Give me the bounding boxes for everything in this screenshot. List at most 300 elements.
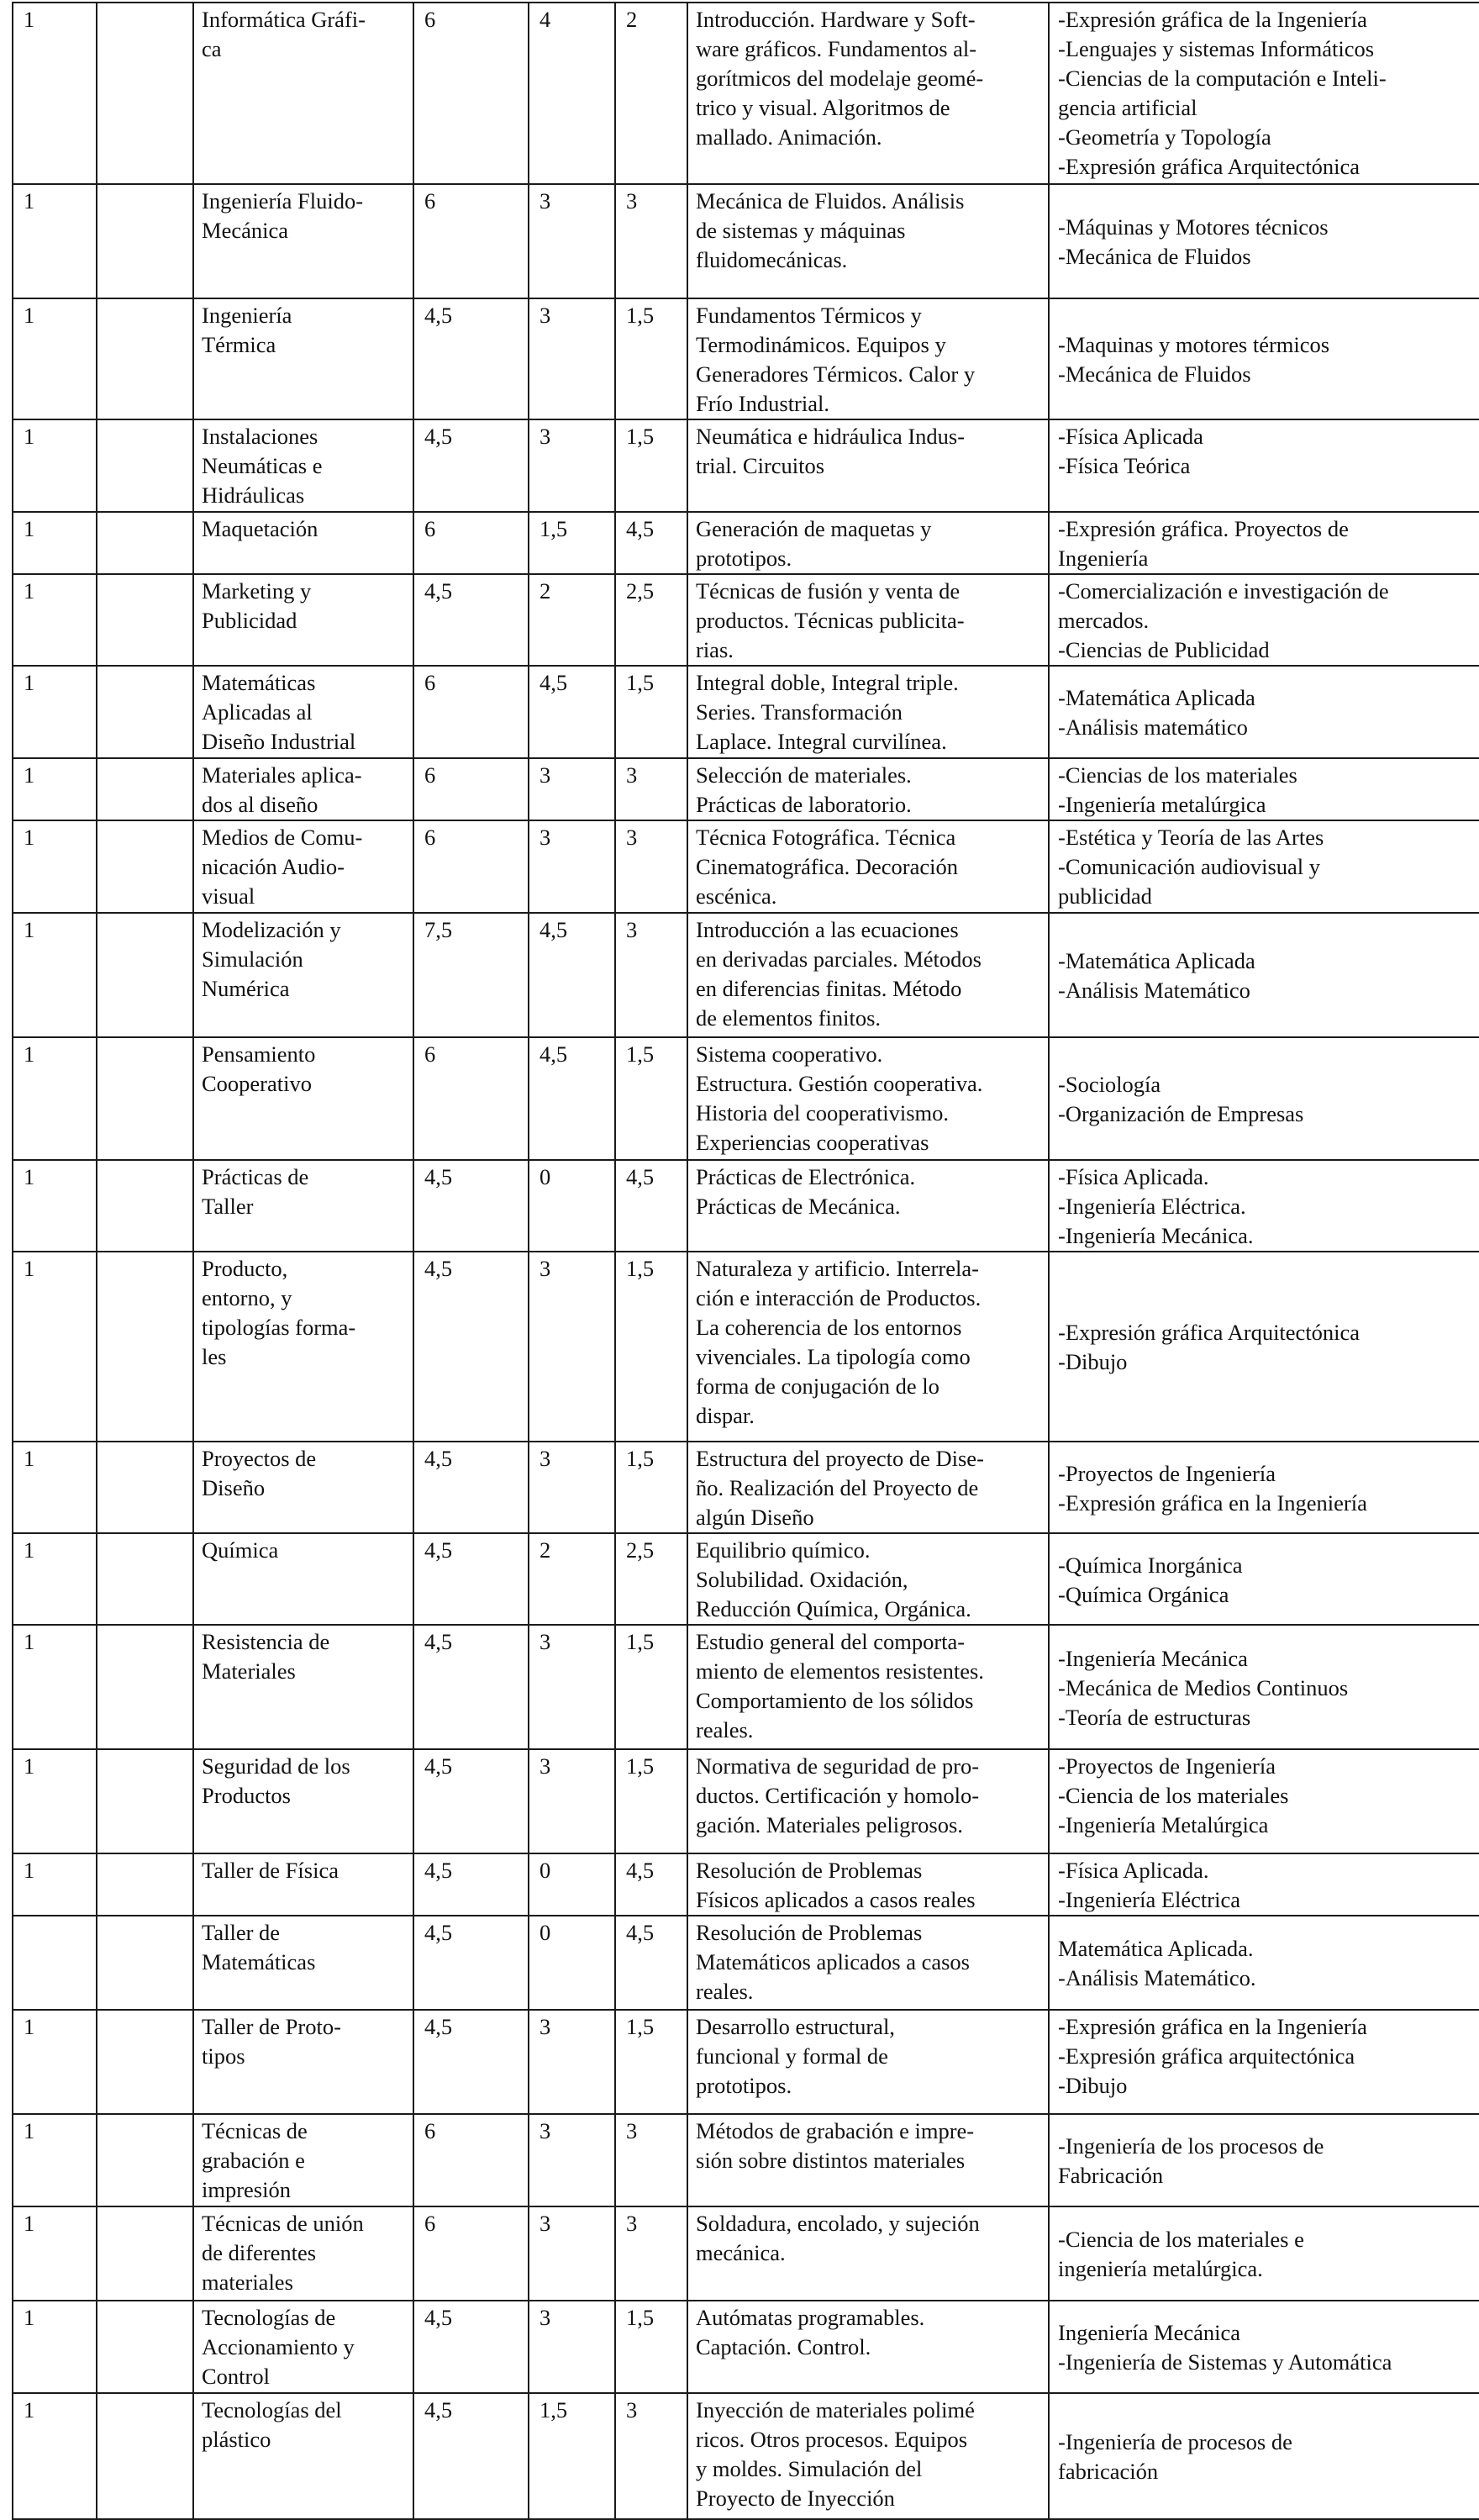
subject-description-line: Naturaleza y artificio. Interrela-: [696, 1256, 979, 1281]
subject-description-line: algún Diseño: [696, 1505, 814, 1530]
code-cell: [97, 2114, 193, 2206]
credits-theory: 4,5: [529, 1037, 615, 1160]
subject-description: [687, 3, 1049, 184]
knowledge-areas-line: -Ciencias de la computación e Inteli-: [1058, 66, 1387, 91]
subject-description: [687, 184, 1049, 298]
subject-description-line: Selección de materiales.: [696, 762, 912, 788]
course-cell: 1: [13, 1625, 97, 1749]
subject-name: [193, 184, 413, 298]
code-cell: [97, 758, 193, 820]
credits-practice: 3: [615, 758, 687, 820]
subject-description: [687, 1442, 1049, 1533]
subject-description: [687, 1916, 1049, 2010]
knowledge-areas-line: -Química Inorgánica: [1058, 1552, 1243, 1578]
knowledge-areas-line: -Ciencias de Publicidad: [1058, 637, 1270, 662]
credits-practice: 3: [615, 913, 687, 1037]
subject-name-line: Diseño: [202, 1475, 266, 1500]
credits-practice: 4,5: [615, 1916, 687, 2010]
subject-name-line: Modelización y: [202, 917, 341, 942]
credits-theory: 3: [529, 1625, 615, 1749]
credits-practice: 3: [615, 2114, 687, 2206]
subject-description: [687, 2393, 1049, 2519]
subject-name: [193, 3, 413, 184]
credits-practice: 3: [615, 184, 687, 298]
subject-description-line: forma de conjugación de lo: [696, 1373, 940, 1399]
course-cell: 1: [13, 2393, 97, 2519]
credits-theory: 3: [529, 2206, 615, 2301]
subject-name-line: dos al diseño: [202, 792, 318, 817]
knowledge-areas: [1049, 184, 1479, 298]
knowledge-areas-line: -Máquinas y Motores técnicos: [1058, 214, 1329, 240]
subject-name-line: Taller: [202, 1194, 254, 1219]
credits-theory: 3: [529, 1442, 615, 1533]
course-cell: 1: [13, 666, 97, 758]
subject-name-line: materiales: [202, 2270, 293, 2295]
knowledge-areas: [1049, 2010, 1479, 2114]
course-cell: 1: [13, 1252, 97, 1442]
knowledge-areas-line: -Comercialización e investigación de: [1058, 578, 1389, 604]
code-cell: [97, 1749, 193, 1853]
subject-name-line: Técnicas de unión: [202, 2211, 364, 2236]
subject-description: [687, 1625, 1049, 1749]
credits-theory: 3: [529, 2010, 615, 2114]
course-cell: 1: [13, 1037, 97, 1160]
knowledge-areas-line: -Sociología: [1058, 1072, 1161, 1097]
knowledge-areas: [1049, 1442, 1479, 1533]
knowledge-areas-line: -Mecánica de Fluidos: [1058, 244, 1251, 269]
course-cell: 1: [13, 2301, 97, 2393]
subject-name: [193, 1160, 413, 1252]
code-cell: [97, 1625, 193, 1749]
subject-description: [687, 666, 1049, 758]
knowledge-areas-line: -Matemática Aplicada: [1058, 948, 1255, 973]
credits-theory: 3: [529, 184, 615, 298]
subject-name-line: Producto,: [202, 1256, 288, 1281]
knowledge-areas-line: -Dibujo: [1058, 2073, 1128, 2098]
knowledge-areas: [1049, 1533, 1479, 1625]
table-row: [13, 1916, 1479, 2010]
subject-description-line: Inyección de materiales polimé: [696, 2397, 975, 2422]
credits-theory: 2: [529, 574, 615, 666]
code-cell: [97, 1252, 193, 1442]
credits-theory: 4: [529, 3, 615, 184]
knowledge-areas-line: -Expresión gráfica Arquitectónica: [1058, 154, 1361, 179]
subject-description: [687, 1252, 1049, 1442]
subject-description-line: Prácticas de Mecánica.: [696, 1194, 901, 1219]
course-cell: 1: [13, 512, 97, 574]
subject-name: [193, 2114, 413, 2206]
subject-description-line: Comportamiento de los sólidos: [696, 1688, 974, 1713]
course-cell: 1: [13, 2114, 97, 2206]
credits-total: 4,5: [413, 574, 529, 666]
credits-practice: 3: [615, 2393, 687, 2519]
credits-practice: 1,5: [615, 1625, 687, 1749]
credits-practice: 1,5: [615, 1442, 687, 1533]
subject-description-line: Estructura. Gestión cooperativa.: [696, 1071, 983, 1096]
subject-name-line: Técnicas de: [202, 2118, 308, 2143]
subject-description-line: Reducción Química, Orgánica.: [696, 1596, 971, 1621]
code-cell: [97, 1442, 193, 1533]
course-cell: 1: [13, 2010, 97, 2114]
credits-practice: 2,5: [615, 574, 687, 666]
subject-name-line: Prácticas de: [202, 1164, 309, 1189]
credits-theory: 4,5: [529, 666, 615, 758]
credits-practice: 1,5: [615, 419, 687, 512]
code-cell: [97, 913, 193, 1037]
table-row: [13, 1442, 1479, 1533]
subject-description-line: y moldes. Simulación del: [696, 2456, 923, 2481]
subject-description-line: Matemáticos aplicados a casos: [696, 1949, 970, 1974]
code-cell: [97, 1853, 193, 1916]
course-cell: [13, 1916, 97, 2010]
subject-description-line: Historia del cooperativismo.: [696, 1100, 949, 1126]
code-cell: [97, 298, 193, 419]
knowledge-areas: [1049, 419, 1479, 512]
subject-name-line: ca: [202, 36, 222, 61]
credits-practice: 3: [615, 2206, 687, 2301]
code-cell: [97, 666, 193, 758]
knowledge-areas: [1049, 1853, 1479, 1916]
subject-name: [193, 1625, 413, 1749]
subject-description-line: fluidomecánicas.: [696, 247, 848, 272]
code-cell: [97, 1037, 193, 1160]
credits-total: 4,5: [413, 2010, 529, 2114]
credits-total: 6: [413, 666, 529, 758]
subject-name: [193, 758, 413, 820]
knowledge-areas-line: -Física Aplicada: [1058, 424, 1203, 449]
knowledge-areas-line: -Ingeniería de los procesos de: [1058, 2133, 1324, 2159]
table-row: [13, 184, 1479, 298]
knowledge-areas-line: -Ingeniería Eléctrica.: [1058, 1194, 1246, 1219]
subject-name: [193, 1252, 413, 1442]
credits-theory: 3: [529, 1252, 615, 1442]
subject-description-line: Estudio general del comporta-: [696, 1629, 966, 1654]
knowledge-areas-line: publicidad: [1058, 883, 1152, 909]
subject-description-line: Equilibrio químico.: [696, 1537, 871, 1563]
course-cell: 1: [13, 820, 97, 913]
subject-description-line: Cinematográfica. Decoración: [696, 854, 958, 879]
knowledge-areas-line: -Mecánica de Medios Continuos: [1058, 1674, 1349, 1700]
subject-name-line: Taller de Física: [202, 1858, 339, 1883]
subject-name-line: Marketing y: [202, 578, 312, 604]
subject-name: [193, 1442, 413, 1533]
subject-name-line: Tecnologías del: [202, 2397, 342, 2422]
knowledge-areas: [1049, 2114, 1479, 2206]
credits-practice: 4,5: [615, 512, 687, 574]
credits-total: 4,5: [413, 2393, 529, 2519]
subject-description-line: gación. Materiales peligrosos.: [696, 1812, 963, 1837]
table-row: [13, 3, 1479, 184]
table-row: [13, 2393, 1479, 2519]
subject-name-line: Matemáticas: [202, 670, 316, 695]
subject-description-line: prototipos.: [696, 2073, 792, 2098]
subject-description-line: Técnicas de fusión y venta de: [696, 578, 961, 604]
knowledge-areas-line: -Ingeniería de procesos de: [1058, 2429, 1292, 2454]
code-cell: [97, 2301, 193, 2393]
subject-description-line: Normativa de seguridad de pro-: [696, 1753, 980, 1779]
knowledge-areas-line: -Ciencia de los materiales e: [1058, 2227, 1304, 2252]
knowledge-areas-line: -Análisis Matemático: [1058, 978, 1250, 1003]
subject-description-line: Captación. Control.: [696, 2334, 871, 2359]
code-cell: [97, 2393, 193, 2519]
subject-name-line: Resistencia de: [202, 1629, 330, 1654]
subject-name-line: Simulación: [202, 946, 303, 972]
subject-description: [687, 758, 1049, 820]
subject-description-line: mecánica.: [696, 2240, 786, 2265]
subject-description-line: funcional y formal de: [696, 2043, 888, 2069]
credits-theory: 0: [529, 1160, 615, 1252]
subject-name-line: Taller de Proto-: [202, 2014, 341, 2039]
knowledge-areas-line: -Expresión gráfica. Proyectos de: [1058, 516, 1349, 541]
knowledge-areas-line: -Lenguajes y sistemas Informáticos: [1058, 36, 1375, 61]
subject-name: [193, 574, 413, 666]
subject-description-line: ductos. Certificación y homolo-: [696, 1783, 980, 1808]
credits-total: 4,5: [413, 298, 529, 419]
subject-name-line: Diseño Industrial: [202, 729, 356, 754]
subject-description-line: Resolución de Problemas: [696, 1858, 923, 1883]
course-cell: 1: [13, 298, 97, 419]
credits-theory: 3: [529, 298, 615, 419]
credits-practice: 3: [615, 820, 687, 913]
subject-description: [687, 2010, 1049, 2114]
subject-description-line: Frío Industrial.: [696, 391, 829, 416]
course-cell: 1: [13, 913, 97, 1037]
credits-theory: 2: [529, 1533, 615, 1625]
credits-practice: 1,5: [615, 666, 687, 758]
course-cell: 1: [13, 1853, 97, 1916]
subject-name-line: Aplicadas al: [202, 699, 313, 725]
subject-name-line: les: [202, 1344, 227, 1369]
knowledge-areas-line: -Física Teórica: [1058, 453, 1191, 478]
code-cell: [97, 820, 193, 913]
knowledge-areas: [1049, 1160, 1479, 1252]
subject-description-line: Solubilidad. Oxidación,: [696, 1567, 908, 1592]
credits-theory: 3: [529, 2301, 615, 2393]
credits-practice: 2: [615, 3, 687, 184]
table-row: [13, 820, 1479, 913]
subject-name-line: Accionamiento y: [202, 2334, 355, 2359]
subject-description-line: mallado. Animación.: [696, 124, 882, 150]
course-cell: 1: [13, 3, 97, 184]
course-cell: 1: [13, 758, 97, 820]
subject-name: [193, 298, 413, 419]
subject-description-line: en derivadas parciales. Métodos: [696, 946, 982, 972]
subject-name: [193, 666, 413, 758]
table-row: [13, 574, 1479, 666]
table-row: [13, 1037, 1479, 1160]
subject-name-line: nicación Audio-: [202, 854, 345, 879]
subject-description-line: ción e interacción de Productos.: [696, 1285, 982, 1310]
credits-total: 6: [413, 1037, 529, 1160]
subject-name-line: Neumáticas e: [202, 453, 323, 478]
subject-name: [193, 419, 413, 512]
subject-description: [687, 1160, 1049, 1252]
subject-description-line: prototipos.: [696, 546, 792, 571]
subject-description-line: dispar.: [696, 1403, 755, 1428]
table-row: [13, 1853, 1479, 1916]
table-row: [13, 419, 1479, 512]
code-cell: [97, 184, 193, 298]
subject-description-line: Sistema cooperativo.: [696, 1041, 883, 1067]
knowledge-areas: [1049, 2301, 1479, 2393]
knowledge-areas-line: -Ciencia de los materiales: [1058, 1783, 1289, 1808]
credits-practice: 1,5: [615, 1037, 687, 1160]
credits-total: 6: [413, 184, 529, 298]
knowledge-areas-line: -Dibujo: [1058, 1349, 1128, 1374]
credits-theory: 3: [529, 2114, 615, 2206]
subject-name-line: Ingeniería Fluido-: [202, 188, 364, 214]
subject-name: [193, 1749, 413, 1853]
knowledge-areas: [1049, 666, 1479, 758]
subject-description-line: Desarrollo estructural,: [696, 2014, 895, 2039]
knowledge-areas-line: -Maquinas y motores térmicos: [1058, 332, 1330, 357]
subject-description-line: ño. Realización del Proyecto de: [696, 1475, 979, 1500]
credits-total: 6: [413, 512, 529, 574]
subject-description-line: Técnica Fotográfica. Técnica: [696, 825, 956, 850]
subject-description-line: ware gráficos. Fundamentos al-: [696, 36, 977, 61]
credits-practice: 1,5: [615, 1749, 687, 1853]
subject-name-line: Proyectos de: [202, 1446, 317, 1471]
credits-total: 4,5: [413, 1442, 529, 1533]
subject-name-line: Materiales aplica-: [202, 762, 362, 788]
table-row: [13, 913, 1479, 1037]
subject-description-line: Proyecto de Inyección: [696, 2486, 895, 2511]
knowledge-areas-line: -Ingeniería Mecánica.: [1058, 1223, 1254, 1248]
credits-total: 4,5: [413, 1853, 529, 1916]
knowledge-areas-line: ingeniería metalúrgica.: [1058, 2256, 1263, 2281]
course-cell: 1: [13, 574, 97, 666]
subject-name-line: Mecánica: [202, 218, 288, 243]
course-cell: 1: [13, 419, 97, 512]
table-row: [13, 2010, 1479, 2114]
subject-description-line: trial. Circuitos: [696, 453, 825, 478]
knowledge-areas-line: -Ingeniería Eléctrica: [1058, 1887, 1241, 1912]
subject-name-line: tipos: [202, 2043, 245, 2069]
course-cell: 1: [13, 1442, 97, 1533]
subject-name: [193, 1037, 413, 1160]
knowledge-areas-line: -Ciencias de los materiales: [1058, 762, 1297, 788]
credits-theory: 0: [529, 1916, 615, 2010]
subject-name: [193, 1533, 413, 1625]
subject-description: [687, 419, 1049, 512]
subject-description-line: Métodos de grabación e impre-: [696, 2118, 975, 2143]
credits-theory: 3: [529, 1749, 615, 1853]
subject-description: [687, 2114, 1049, 2206]
subject-description-line: escénica.: [696, 883, 777, 909]
subject-name-line: grabación e: [202, 2148, 305, 2173]
subject-description-line: rias.: [696, 637, 734, 662]
subject-description-line: Físicos aplicados a casos reales: [696, 1887, 976, 1912]
knowledge-areas: [1049, 1625, 1479, 1749]
table-body: [13, 3, 1479, 2519]
subject-name-line: tipologías forma-: [202, 1315, 356, 1340]
knowledge-areas-line: -Teoría de estructuras: [1058, 1704, 1251, 1730]
subject-description-line: vivenciales. La tipología como: [696, 1344, 971, 1369]
subject-description: [687, 2206, 1049, 2301]
credits-theory: 1,5: [529, 2393, 615, 2519]
subject-description: [687, 1749, 1049, 1853]
subject-name: [193, 2010, 413, 2114]
credits-total: 4,5: [413, 1252, 529, 1442]
subject-name-line: Medios de Comu-: [202, 825, 363, 850]
subject-description-line: Experiencias cooperativas: [696, 1130, 929, 1155]
code-cell: [97, 1533, 193, 1625]
subject-name-line: Informática Gráfi-: [202, 7, 366, 32]
subject-name-line: Térmica: [202, 332, 276, 357]
subject-name-line: plástico: [202, 2427, 271, 2452]
knowledge-areas: [1049, 1916, 1479, 2010]
code-cell: [97, 3, 193, 184]
subject-description-line: reales.: [696, 1717, 754, 1742]
subject-name-line: entorno, y: [202, 1285, 292, 1310]
table-row: [13, 666, 1479, 758]
subject-description-line: gorítmicos del modelaje geomé-: [696, 66, 984, 91]
subject-description-line: Neumática e hidráulica Indus-: [696, 424, 966, 449]
credits-theory: 3: [529, 758, 615, 820]
subject-description-line: en diferencias finitas. Método: [696, 976, 962, 1001]
subject-description-line: La coherencia de los entornos: [696, 1315, 962, 1340]
subject-description-line: Autómatas programables.: [696, 2305, 925, 2330]
subject-description-line: Soldadura, encolado, y sujeción: [696, 2211, 980, 2236]
credits-total: 4,5: [413, 1625, 529, 1749]
code-cell: [97, 1160, 193, 1252]
credits-total: 6: [413, 758, 529, 820]
credits-practice: 2,5: [615, 1533, 687, 1625]
subject-name-line: Seguridad de los: [202, 1753, 350, 1779]
subject-name-line: visual: [202, 883, 255, 909]
credits-total: 4,5: [413, 2301, 529, 2393]
course-cell: 1: [13, 2206, 97, 2301]
subject-description-line: sión sobre distintos materiales: [696, 2148, 966, 2173]
subject-description-line: ricos. Otros procesos. Equipos: [696, 2427, 968, 2452]
subject-name-line: Productos: [202, 1783, 291, 1808]
knowledge-areas: [1049, 2206, 1479, 2301]
subject-name: [193, 913, 413, 1037]
credits-total: 4,5: [413, 419, 529, 512]
credits-theory: 3: [529, 419, 615, 512]
knowledge-areas-line: Ingeniería: [1058, 546, 1149, 571]
knowledge-areas-line: Fabricación: [1058, 2163, 1164, 2188]
knowledge-areas-line: -Geometría y Topología: [1058, 124, 1271, 150]
knowledge-areas: [1049, 2393, 1479, 2519]
subject-description-line: Prácticas de Electrónica.: [696, 1164, 916, 1189]
table-row: [13, 1252, 1479, 1442]
knowledge-areas-line: -Química Orgánica: [1058, 1581, 1229, 1607]
subject-name: [193, 820, 413, 913]
subject-description-line: Laplace. Integral curvilínea.: [696, 729, 947, 754]
subject-description: [687, 2301, 1049, 2393]
subject-name-line: Numérica: [202, 976, 290, 1001]
knowledge-areas-line: -Ingeniería de Sistemas y Automática: [1058, 2349, 1392, 2375]
subject-name: [193, 1853, 413, 1916]
knowledge-areas-line: -Estética y Teoría de las Artes: [1058, 825, 1324, 850]
credits-practice: 1,5: [615, 1252, 687, 1442]
code-cell: [97, 2010, 193, 2114]
course-cell: 1: [13, 184, 97, 298]
knowledge-areas: [1049, 3, 1479, 184]
subject-description: [687, 512, 1049, 574]
knowledge-areas-line: -Expresión gráfica de la Ingeniería: [1058, 7, 1367, 32]
knowledge-areas: [1049, 1252, 1479, 1442]
knowledge-areas: [1049, 913, 1479, 1037]
credits-total: 7,5: [413, 913, 529, 1037]
knowledge-areas-line: -Física Aplicada.: [1058, 1164, 1209, 1189]
knowledge-areas-line: -Mecánica de Fluidos: [1058, 361, 1251, 387]
knowledge-areas-line: gencia artificial: [1058, 95, 1197, 120]
subject-description-line: Fundamentos Térmicos y: [696, 303, 922, 328]
credits-practice: 4,5: [615, 1853, 687, 1916]
subject-description: [687, 1037, 1049, 1160]
